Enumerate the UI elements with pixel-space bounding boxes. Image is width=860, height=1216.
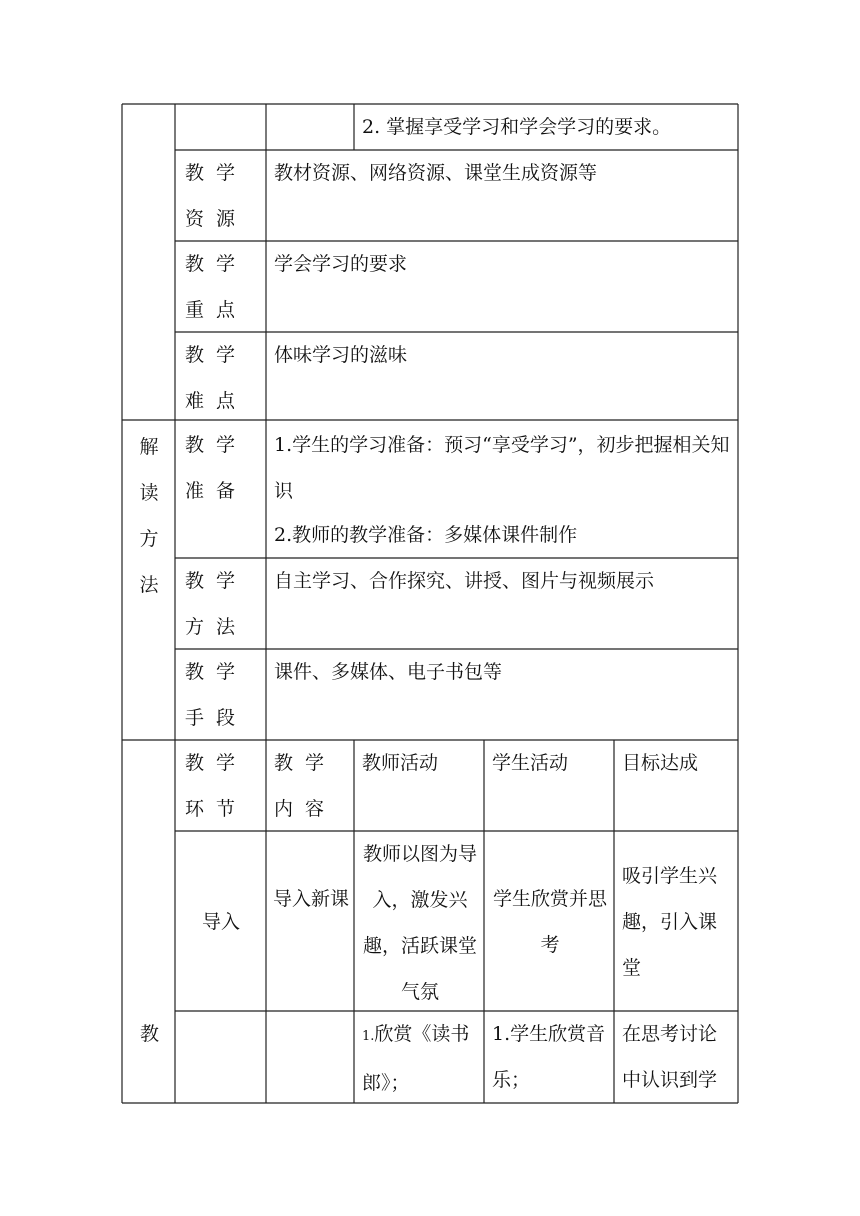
value-methods: 自主学习、合作探究、讲授、图片与视频展示 (274, 570, 655, 592)
header-goal: 目标达成 (622, 752, 699, 774)
label-teaching-resources: 教学资源 (185, 162, 248, 230)
label-preparation: 教学准备 (185, 434, 248, 502)
objective-item-2: 2. 掌握享受学习和学会学习的要求。 (362, 116, 672, 138)
value-preparation-1: 1.学生的学习准备：预习“享受学习”，初步把握相关知识 (274, 434, 730, 502)
header-student-activity: 学生活动 (492, 752, 569, 774)
goal-intro: 吸引学生兴趣，引入课堂 (622, 865, 718, 979)
value-difficult-points: 体味学习的滋味 (274, 344, 408, 366)
teacher-activity-2: 1.欣赏《读书郎》； (362, 1023, 470, 1094)
header-teacher-activity: 教师活动 (362, 752, 439, 774)
section-label-interpretation: 解 读 方 法 (139, 436, 159, 596)
value-key-points: 学会学习的要求 (274, 253, 408, 275)
stage-intro: 导入 (202, 911, 241, 933)
teacher-activity-intro: 教师以图为导入，激发兴趣，活跃课堂气氛 (362, 843, 477, 1003)
section-label-teaching: 教 (140, 1023, 160, 1045)
label-methods: 教学方法 (185, 570, 248, 638)
label-means: 教学手段 (185, 661, 248, 729)
header-content: 教学内容 (274, 752, 337, 820)
value-preparation-2: 2.教师的教学准备：多媒体课件制作 (274, 524, 578, 546)
content-intro: 导入新课 (272, 888, 349, 910)
header-stage: 教学环节 (185, 752, 248, 820)
value-teaching-resources: 教材资源、网络资源、课堂生成资源等 (274, 162, 598, 184)
student-activity-intro: 学生欣赏并思考 (492, 888, 607, 956)
student-activity-2: 1.学生欣赏音乐； (492, 1023, 606, 1091)
label-difficult-points: 教学难点 (185, 344, 248, 412)
goal-2: 在思考讨论中认识到学 (622, 1023, 718, 1091)
value-means: 课件、多媒体、电子书包等 (274, 661, 503, 683)
label-key-points: 教学重点 (185, 253, 248, 321)
